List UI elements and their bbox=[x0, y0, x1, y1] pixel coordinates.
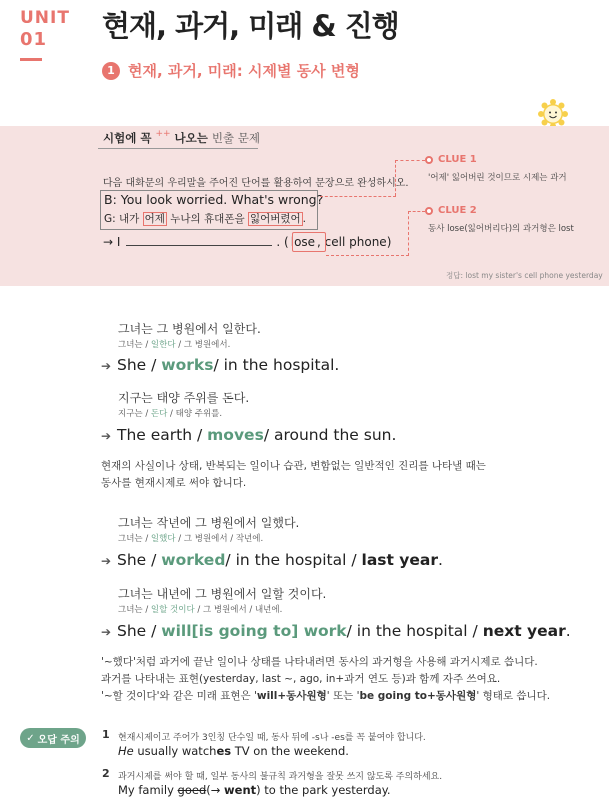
highlight-lost: 잃어버렸어 bbox=[249, 213, 301, 225]
clue2-dot bbox=[425, 207, 433, 215]
clue2-connector bbox=[408, 211, 425, 212]
example4-korean: 그녀는 내년에 그 병원에서 일할 것이다. bbox=[118, 587, 327, 601]
check-icon: ✓ bbox=[26, 732, 35, 744]
arrow-icon: ➔ bbox=[101, 625, 112, 639]
clue1-connector bbox=[320, 196, 396, 197]
arrow-icon: ➔ bbox=[101, 554, 112, 568]
error-text-1: 현재시제이고 주어가 3인칭 단수일 때, 동사 뒤에 -s나 -es를 꼭 붙여야 합니다. bbox=[118, 733, 426, 743]
sun-mascot-icon bbox=[538, 99, 568, 129]
clue1-dot bbox=[425, 156, 433, 164]
exam-heading-underline bbox=[98, 148, 258, 149]
answer-note: 정답: lost my sister's cell phone yesterday bbox=[446, 271, 603, 280]
example1-korean: 그녀는 그 병원에서 일한다. bbox=[118, 322, 261, 336]
answer-blank[interactable] bbox=[126, 234, 272, 246]
example1-english: ➔ She / works / in the hospital. bbox=[101, 356, 340, 374]
example2-korean: 지구는 태양 주위를 돈다. bbox=[118, 391, 250, 405]
clue1-connector bbox=[395, 160, 396, 196]
highlight-yesterday: 어제 bbox=[144, 213, 165, 225]
section-heading bbox=[102, 60, 360, 81]
answer-line: → I . ( lose , cell phone) bbox=[103, 235, 392, 249]
clue2-connector bbox=[326, 255, 409, 256]
section-title: 현재, 과거, 미래: 시제별 동사 변형 bbox=[128, 62, 360, 80]
error-example-2: My family goed(→ went) to the park yesterday. bbox=[118, 783, 391, 797]
example4-english: ➔ She / will[is going to] work / in the hospital / next year . bbox=[101, 622, 571, 640]
unit-label: UNIT 01 bbox=[20, 8, 70, 50]
clue2-connector bbox=[408, 211, 409, 256]
example3-gloss: 그녀는 / 일했다 / 그 병원에서 / 작년에. bbox=[118, 534, 264, 544]
clue2-label: CLUE 2 bbox=[438, 205, 477, 216]
clue1-connector bbox=[395, 160, 425, 161]
exam-instruction: 다음 대화문의 우리말을 주어진 단어를 활용하여 문장으로 완성하시오. bbox=[103, 178, 409, 189]
error-number-1: 1 bbox=[102, 728, 110, 741]
error-text-2: 과거시제를 써야 할 때, 일부 동사의 불규칙 과거형을 잘못 쓰지 않도록 주의하세요. bbox=[118, 772, 443, 782]
explanation-past-future: '~했다'처럼 과거에 끝난 일이나 상태를 나타내려면 동사의 과거형을 사용해 과거시제로 씁니다. 과거를 나타내는 표현(yesterday, last ~, ago, in+과거 연도 등)과 함께 자주 쓰여요. '~할 것이다'와 같은 미래 표현은 'will+동사원형' 또는 'be going to+동사원형' 형태로 씁니다. bbox=[101, 656, 551, 702]
example2-english: ➔ The earth / moves / around the sun. bbox=[101, 426, 397, 444]
exam-heading: 시험에 꼭 ++ 나오는 빈출 문제 bbox=[103, 129, 260, 145]
section-number-badge: 1 bbox=[102, 62, 120, 80]
example4-gloss: 그녀는 / 일할 것이다 / 그 병원에서 / 내년에. bbox=[118, 605, 283, 615]
dialog-line-b: B: You look worried. What's wrong? bbox=[104, 192, 324, 207]
error-example-1: He usually watches TV on the weekend. bbox=[118, 744, 349, 758]
arrow-icon: ➔ bbox=[101, 359, 112, 373]
clue1-text: '어제' 잃어버린 것이므로 시제는 과거 bbox=[428, 173, 567, 183]
explanation-present: 현재의 사실이나 상태, 반복되는 일이나 습관, 변함없는 일반적인 진리를 나타낼 때는 동사를 현재시제로 써야 합니다. bbox=[101, 460, 486, 489]
sparkle-icon: ++ bbox=[155, 129, 171, 139]
error-number-2: 2 bbox=[102, 767, 110, 780]
dialog-line-g: G: 내가 어제 누나의 휴대폰을 잃어버렸어 . bbox=[104, 213, 307, 225]
example2-gloss: 지구는 / 돈다 / 태양 주위를. bbox=[118, 409, 223, 419]
clue1-label: CLUE 1 bbox=[438, 154, 477, 165]
clue2-text: 동사 lose(잃어버리다)의 과거형은 lost bbox=[428, 224, 574, 234]
error-caution-badge: ✓ 오답 주의 bbox=[20, 728, 86, 748]
example1-gloss: 그녀는 / 일한다 / 그 병원에서. bbox=[118, 340, 231, 350]
page-title: 현재, 과거, 미래 & 진행 bbox=[102, 9, 399, 43]
unit-underline bbox=[20, 58, 42, 61]
arrow-icon: ➔ bbox=[101, 429, 112, 443]
example3-english: ➔ She / worked / in the hospital / last year . bbox=[101, 551, 443, 569]
example3-korean: 그녀는 작년에 그 병원에서 일했다. bbox=[118, 516, 300, 530]
hint-word-box bbox=[292, 232, 326, 252]
